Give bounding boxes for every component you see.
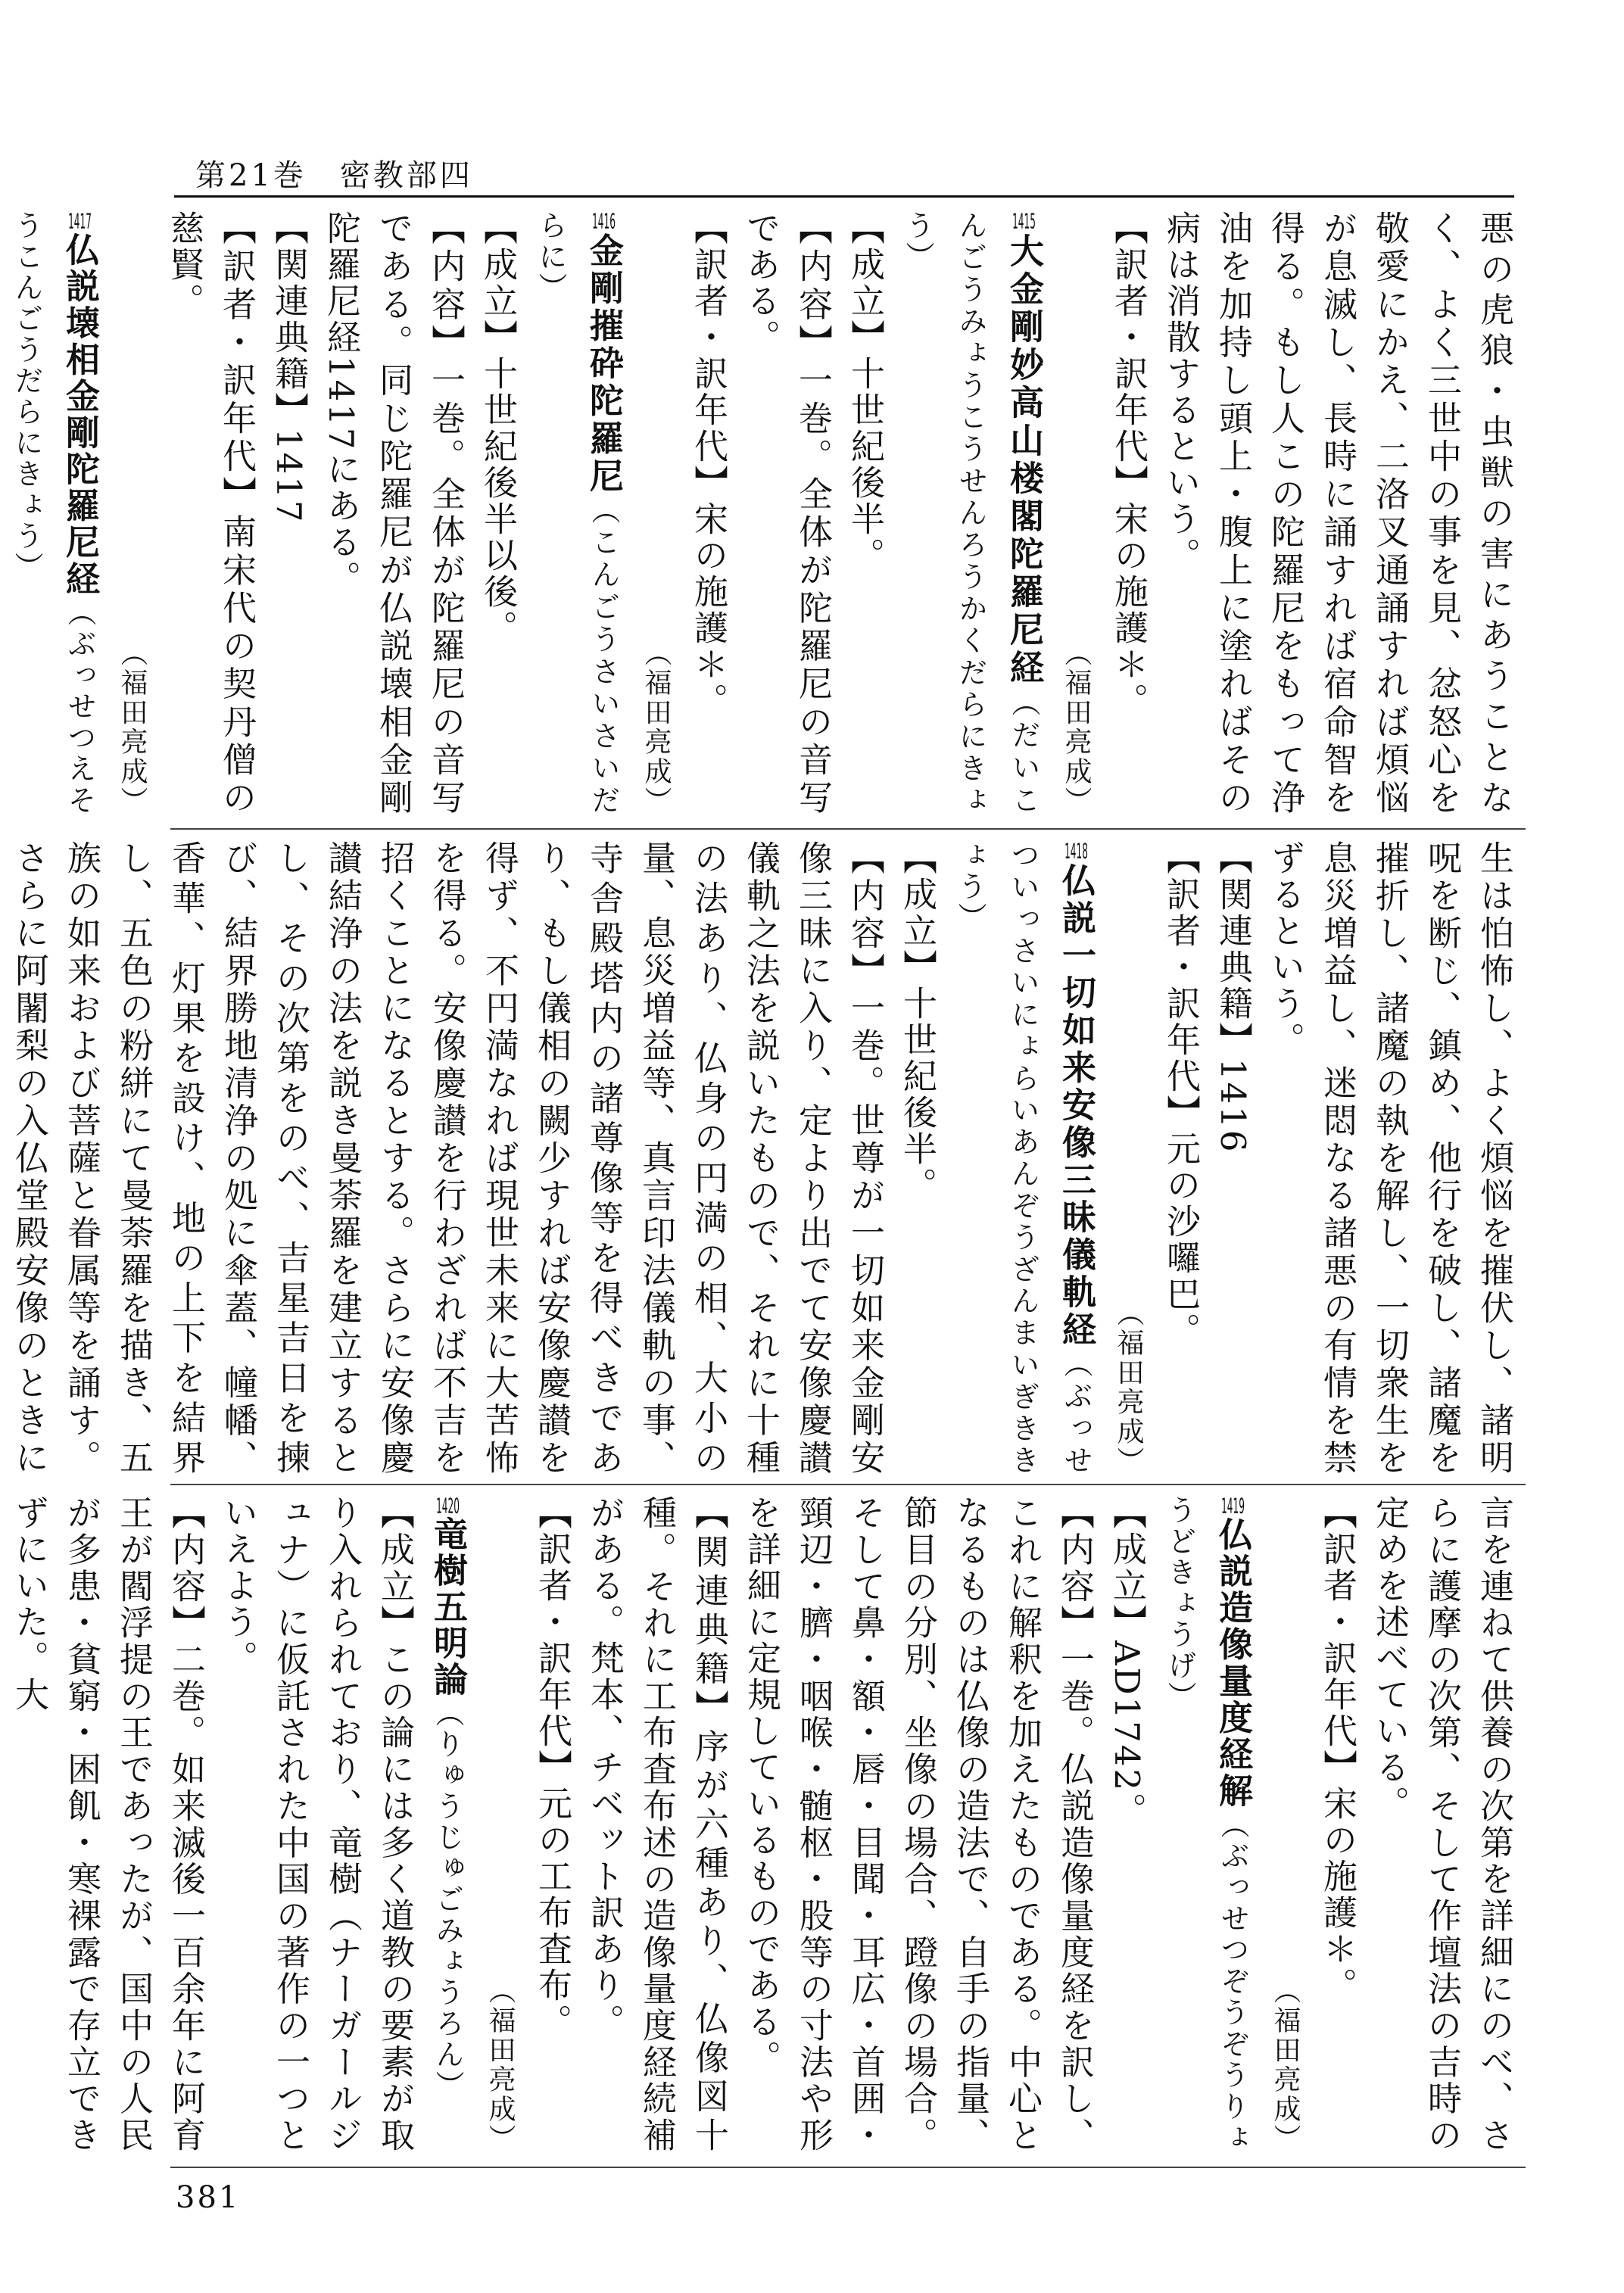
body-paragraph: 【成立】十世紀後半。 bbox=[897, 840, 937, 1204]
body-paragraph: 【成立】AD1742。 bbox=[1107, 1495, 1147, 1830]
entry-number: 1417 bbox=[68, 210, 92, 232]
author-credit: （福田亮成） bbox=[641, 639, 672, 816]
entry-heading bbox=[943, 840, 1102, 1476]
text-band-middle bbox=[9, 840, 1520, 1477]
body-paragraph: 【成立】十世紀後半以後。 bbox=[478, 210, 518, 646]
entry-title: 仏説壊相金剛陀羅尼経 bbox=[60, 232, 100, 598]
entry-reading: （ぶっせついっさいにょらいあんぞうざんまいぎききょう） bbox=[953, 840, 1093, 1477]
body-paragraph: 【内容】一巻。全体が陀羅尼の音写である。 bbox=[740, 210, 833, 816]
body-paragraph: 【成立】十世紀後半。 bbox=[845, 210, 885, 574]
header-rule bbox=[174, 195, 1514, 198]
author-credit: （福田亮成） bbox=[1113, 1299, 1144, 1476]
body-paragraph: 【内容】一巻。仏説造像量度経を訳し、これに解釈を加えたものである。中心となるものは仏像の造法で、自手の指量、節目の分別、坐像の場合、蹬像の場合。そして鼻・額・唇・目聞・耳広・首囲・頸辺・臍・咽喉・髄枢・股等の寸法や形を詳細に定規しているものである。 bbox=[741, 1495, 1095, 2154]
body-paragraph: 【訳者・訳年代】宋の施護＊。 bbox=[1317, 1495, 1357, 2004]
page-number: 381 bbox=[176, 2180, 241, 2215]
entry-number: 1418 bbox=[1064, 840, 1088, 861]
body-paragraph: 【内容】二巻。如来滅後一百余年に阿育王が閻浮提の王であったが、国中の人民が多患・貧窮・困飢・寒裸露で存立できずにいた。大 bbox=[9, 1495, 206, 2154]
body-paragraph: 【関連典籍】序が六種あり、仏像図十種。それに工布査布述の造像量度経続補がある。梵本、チベット訳あり。 bbox=[584, 1495, 729, 2154]
body-paragraph: 【成立】この論には多く道教の要素が取り入れられており、竜樹（ナーガールジュナ）に仮託された中国の著作の一つといえよう。 bbox=[218, 1495, 415, 2154]
body-paragraph: 【内容】一巻。全体が陀羅尼の音写である。同じ陀羅尼が仏説壊相金剛陀羅尼経1417にある。 bbox=[321, 210, 466, 816]
body-paragraph: 【訳者・訳年代】宋の施護＊。 bbox=[1108, 210, 1149, 719]
entry-title: 大金剛妙高山楼閣陀羅尼経 bbox=[1004, 233, 1044, 687]
body-paragraph: 【関連典籍】1416 bbox=[1213, 840, 1253, 1154]
entry-heading bbox=[1153, 1495, 1259, 2154]
author-credit: （福田亮成） bbox=[1270, 1977, 1301, 2154]
entry-number: 1419 bbox=[1221, 1495, 1245, 1516]
running-header: 第21巻 密教部四 bbox=[195, 158, 473, 193]
body-paragraph: 【関連典籍】1417 bbox=[269, 210, 309, 525]
body-paragraph: 言を連ねて供養の次第を詳細にのべ、さらに護摩の次第、そして作壇法の吉時の定めを述べている。 bbox=[1370, 1495, 1514, 2154]
entry-number: 1416 bbox=[592, 210, 616, 232]
entry-heading bbox=[891, 210, 1050, 816]
entry-heading bbox=[421, 1495, 474, 2154]
entry-heading bbox=[524, 210, 630, 816]
body-paragraph: 【内容】一巻。世尊が一切如来金剛安像三昧に入り、定より出でて安像慶讃儀軌之法を説いたもので、それに十種の法あり、仏身の円満の相、大小の量、息災増益等、真言印法儀軌の事、寺舎殿塔内の諸尊像等を得べきであり、もし儀相の闕少すれば安像慶讃を得ず、不円満なれば現世未来に大苦怖を得る。安像慶讃を行わざれば不吉を招くことになるとする。さらに安像慶讃結浄の法を説き曼荼羅を建立するとし、その次第をのべ、吉星吉日を揀び、結界勝地清浄の処に傘蓋、幢幡、香華、灯果を設け、地の上下を結界し、五色の粉絣にて曼荼羅を描き、五族の如来および菩薩と眷属等を誦す。さらに阿闍梨の入仏堂殿安像のときに bbox=[9, 840, 885, 1476]
entry-title: 竜樹五明論 bbox=[428, 1516, 468, 1698]
entry-title: 仏説一切如来安像三昧儀軌経 bbox=[1056, 862, 1096, 1349]
author-credit: （福田亮成） bbox=[1061, 639, 1092, 816]
body-paragraph: 【訳者・訳年代】宋の施護＊。 bbox=[688, 210, 728, 719]
body-paragraph: 【訳者・訳年代】南宋代の契丹僧の慈賢。 bbox=[164, 210, 257, 816]
entry-reading: （だいこんごうみょうこうせんろうかくだらにきょう） bbox=[901, 210, 1040, 816]
band-divider bbox=[170, 1484, 1526, 1485]
entry-heading bbox=[0, 210, 106, 816]
body-paragraph: 【訳者・訳年代】元の沙囉巴。 bbox=[1161, 840, 1201, 1349]
author-credit: （福田亮成） bbox=[485, 1977, 516, 2154]
text-band-bottom bbox=[9, 1495, 1520, 2154]
entry-reading: （こんごうさいさいだらに） bbox=[534, 210, 620, 816]
entry-reading: （ぶっせつえそうこんごうだらにきょう） bbox=[10, 210, 96, 816]
entry-number: 1420 bbox=[436, 1495, 460, 1516]
body-paragraph: 生は怕怖し、よく煩悩を摧伏し、諸明呪を断じ、鎮め、他行を破し、諸魔を摧折し、諸魔の執を解し、一切衆生を息災増益し、迷悶なる諸悪の有情を禁ずるという。 bbox=[1265, 840, 1514, 1476]
entry-title: 金剛摧砕陀羅尼 bbox=[584, 232, 624, 496]
band-divider bbox=[170, 828, 1526, 830]
text-band-top bbox=[10, 210, 1520, 817]
entry-reading: （りゅうじゅごみょうろん） bbox=[431, 1698, 464, 2101]
entry-number: 1415 bbox=[1012, 210, 1036, 232]
body-paragraph: 【訳者・訳年代】元の工布査布。 bbox=[532, 1495, 572, 2040]
entry-reading: （ぶっせつぞうぞうりょうどきょうげ） bbox=[1163, 1495, 1249, 2154]
entry-title: 仏説造像量度経解 bbox=[1213, 1516, 1253, 1810]
author-credit: （福田亮成） bbox=[117, 639, 148, 816]
body-paragraph: 悪の虎狼・虫獣の害にあうことなく、よく三世中の事を見、忿怒心を敬愛にかえ、二洛叉通誦すれば煩悩が息滅し、長時に誦すれば宿命智を得る。もし人この陀羅尼をもって浄油を加持し頭上・腹上に塗ればその病は消散するという。 bbox=[1161, 210, 1514, 817]
footer-rule bbox=[170, 2167, 1526, 2168]
